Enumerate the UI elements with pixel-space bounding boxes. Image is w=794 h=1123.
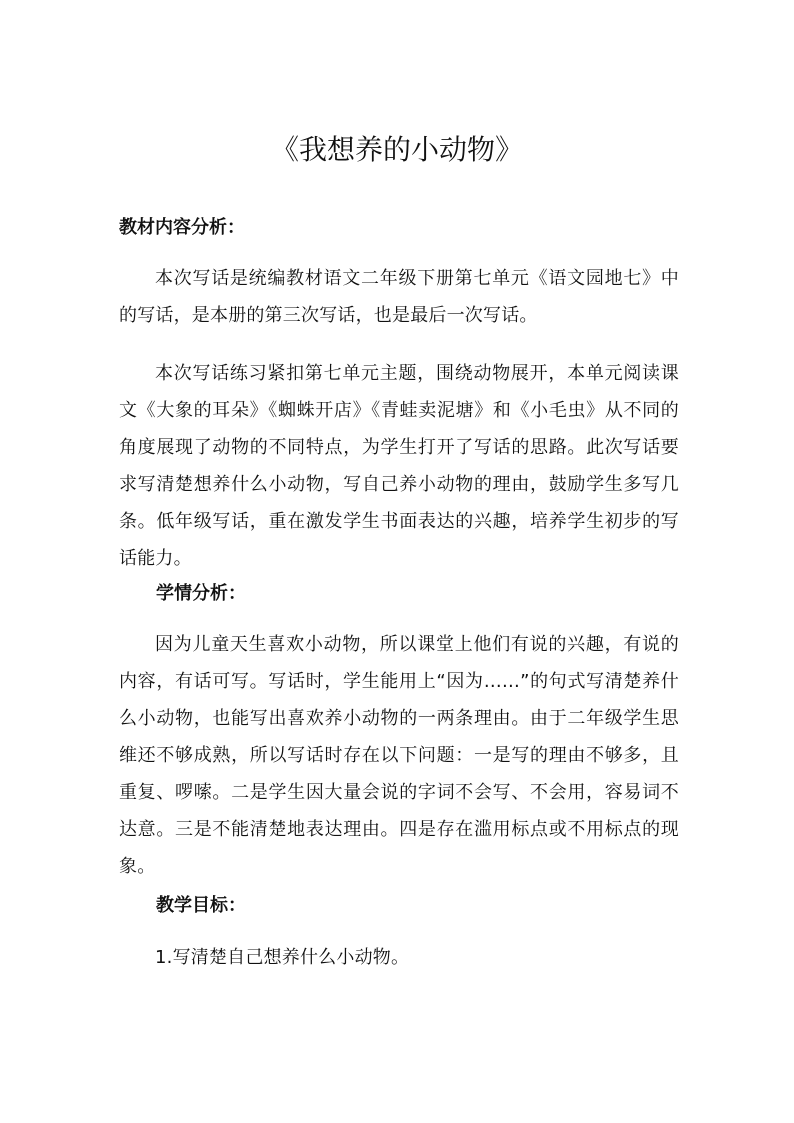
section-heading-material-analysis: 教材内容分析： bbox=[119, 217, 245, 238]
paragraph: 本次写话练习紧扣第七单元主题，围绕动物展开，本单元阅读课文《大象的耳朵》《蜘蛛开店》《青蛙卖泥塘》和《小毛虫》从不同的角度展现了动物的不同特点，为学生打开了写话的思路。此次写话要求写清楚想养什么小动物，写自己养小动物的理由，鼓励学生多写几条。低年级写话，重在激发学生书面表达的兴趣，培养学生初步的写话能力。 bbox=[119, 363, 679, 569]
section-heading-student-analysis: 学情分析： bbox=[156, 583, 246, 604]
section-heading-teaching-goals: 教学目标： bbox=[156, 895, 246, 916]
document-title: 《我想养的小动物》 bbox=[270, 133, 523, 166]
paragraph: 因为儿童天生喜欢小动物，所以课堂上他们有说的兴趣，有说的内容，有话可写。写话时，学生能用上“因为……”的句式写清楚养什么小动物，也能写出喜欢养小动物的一两条理由。由于二年级学生思维还不够成熟，所以写话时存在以下问题：一是写的理由不够多，且重复、啰嗦。二是学生因大量会说的字词不会写、不会用，容易词不达意。三是不能清楚地表达理由。四是存在滥用标点或不用标点的现象。 bbox=[119, 634, 679, 877]
list-item-goal-1: 1.写清楚自己想养什么小动物。 bbox=[155, 947, 410, 968]
paragraph: 本次写话是统编教材语文二年级下册第七单元《语文园地七》中的写话，是本册的第三次写话，也是最后一次写话。 bbox=[119, 268, 679, 326]
